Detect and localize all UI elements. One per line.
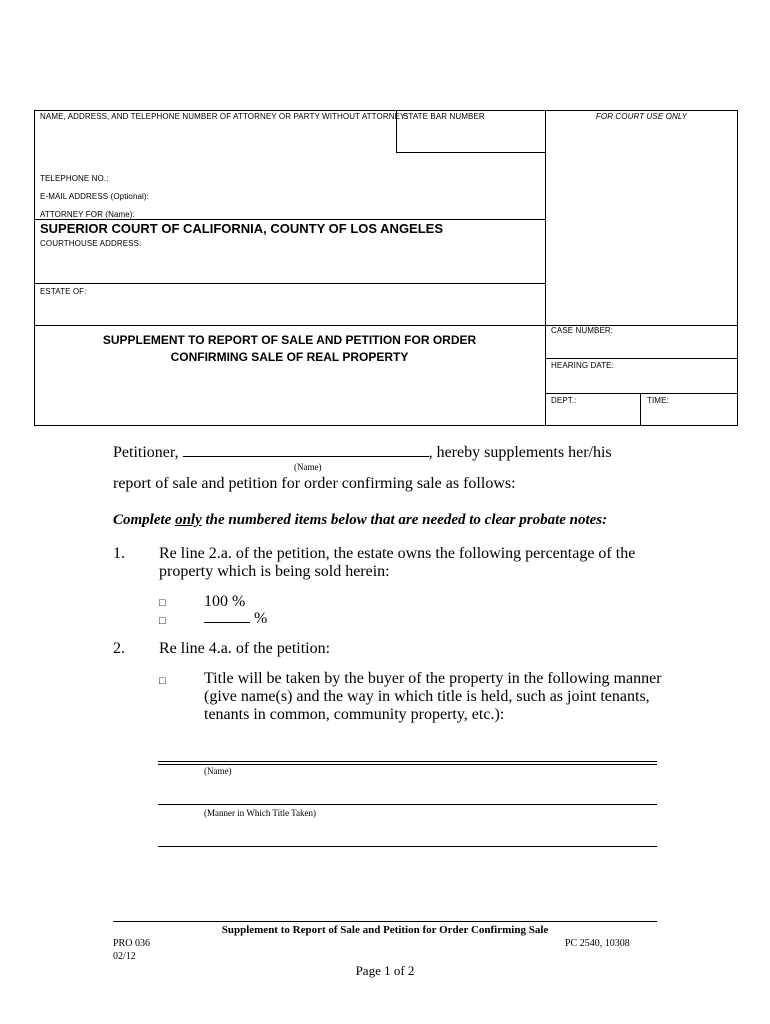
item1-line1: Re line 2.a. of the petition, the estate owns the following percentage of the [159, 545, 636, 562]
dept-label: DEPT.: [551, 396, 577, 405]
item1-number: 1. [113, 545, 125, 562]
petitioner-suffix: , hereby supplements her/his [428, 444, 612, 461]
court-use-label: FOR COURT USE ONLY [595, 112, 688, 121]
footer-rule [113, 921, 657, 922]
petitioner-name-caption: (Name) [294, 462, 322, 472]
dept-time-divider [640, 393, 641, 426]
title-manner-line1: Title will be taken by the buyer of the property in the following manner [204, 670, 662, 687]
hearing-date-label: HEARING DATE: [551, 361, 614, 370]
buyer-name-line-2 [158, 764, 657, 765]
form-number: PRO 036 [113, 938, 150, 949]
item2-number: 2. [113, 640, 125, 657]
instruction-prefix: Complete [113, 512, 176, 528]
state-bar-label: STATE BAR NUMBER [403, 112, 485, 121]
form-title [34, 332, 545, 366]
form-date: 02/12 [113, 951, 136, 962]
instructions [113, 511, 607, 529]
dept-divider [545, 393, 738, 394]
other-percent-line [204, 610, 267, 628]
checkbox-other-percent[interactable]: □ [159, 615, 166, 627]
title-manner-text [204, 670, 662, 724]
title-divider [34, 325, 738, 326]
petitioner-line [113, 444, 612, 462]
title-manner-line3: tenants in common, community property, etc.): [204, 706, 505, 723]
buyer-name-line[interactable] [158, 761, 657, 762]
courthouse-label: COURTHOUSE ADDRESS: [40, 239, 142, 248]
petitioner-line2: report of sale and petition for order confirming sale as follows: [113, 475, 516, 492]
attorney-label: NAME, ADDRESS, AND TELEPHONE NUMBER OF ATTORNEY OR PARTY WITHOUT ATTORNEY: [40, 112, 408, 121]
page-number: Page 1 of 2 [355, 963, 415, 978]
form-title-line1: SUPPLEMENT TO REPORT OF SALE AND PETITION FOR ORDER [102, 333, 477, 347]
footer-title: Supplement to Report of Sale and Petition for Order Confirming Sale [221, 924, 549, 936]
manner-caption: (Manner in Which Title Taken) [204, 808, 317, 818]
checkbox-100-percent[interactable]: □ [159, 597, 166, 609]
additional-line[interactable] [158, 846, 657, 847]
item1-line2: property which is being sold herein: [159, 563, 390, 580]
percent-sign: % [254, 610, 268, 627]
instruction-suffix: the numbered items below that are needed to clear probate notes: [201, 512, 608, 528]
hearing-divider [545, 358, 738, 359]
checkbox-title-manner[interactable]: □ [159, 675, 166, 687]
state-bar-box-bottom [396, 152, 545, 153]
buyer-name-caption: (Name) [204, 766, 232, 776]
court-name-divider [34, 219, 545, 220]
court-name: SUPERIOR COURT OF CALIFORNIA, COUNTY OF LOS ANGELES [40, 221, 444, 236]
item2-text: Re line 4.a. of the petition: [159, 640, 331, 657]
time-label: TIME: [647, 396, 669, 405]
estate-label: ESTATE OF: [40, 287, 87, 296]
petitioner-prefix: Petitioner, [113, 444, 179, 461]
other-percent-field[interactable] [204, 610, 250, 623]
option-100-percent: 100 % [204, 593, 246, 610]
instruction-emphasis: only [175, 512, 202, 528]
court-use-divider [545, 110, 546, 426]
email-label: E-MAIL ADDRESS (Optional): [40, 192, 150, 201]
code-reference: PC 2540, 10308 [565, 938, 630, 949]
case-number-label: CASE NUMBER: [551, 326, 614, 335]
caption-box [34, 110, 738, 426]
estate-divider [34, 283, 545, 284]
attorney-for-label: ATTORNEY FOR (Name): [40, 210, 135, 219]
petitioner-name-field[interactable] [183, 444, 429, 457]
form-title-line2: CONFIRMING SALE OF REAL PROPERTY [170, 350, 409, 364]
item1-text [159, 545, 635, 581]
telephone-label: TELEPHONE NO.: [40, 174, 109, 183]
title-manner-line2: (give name(s) and the way in which title is held, such as joint tenants, [204, 688, 650, 705]
manner-line[interactable] [158, 804, 657, 805]
